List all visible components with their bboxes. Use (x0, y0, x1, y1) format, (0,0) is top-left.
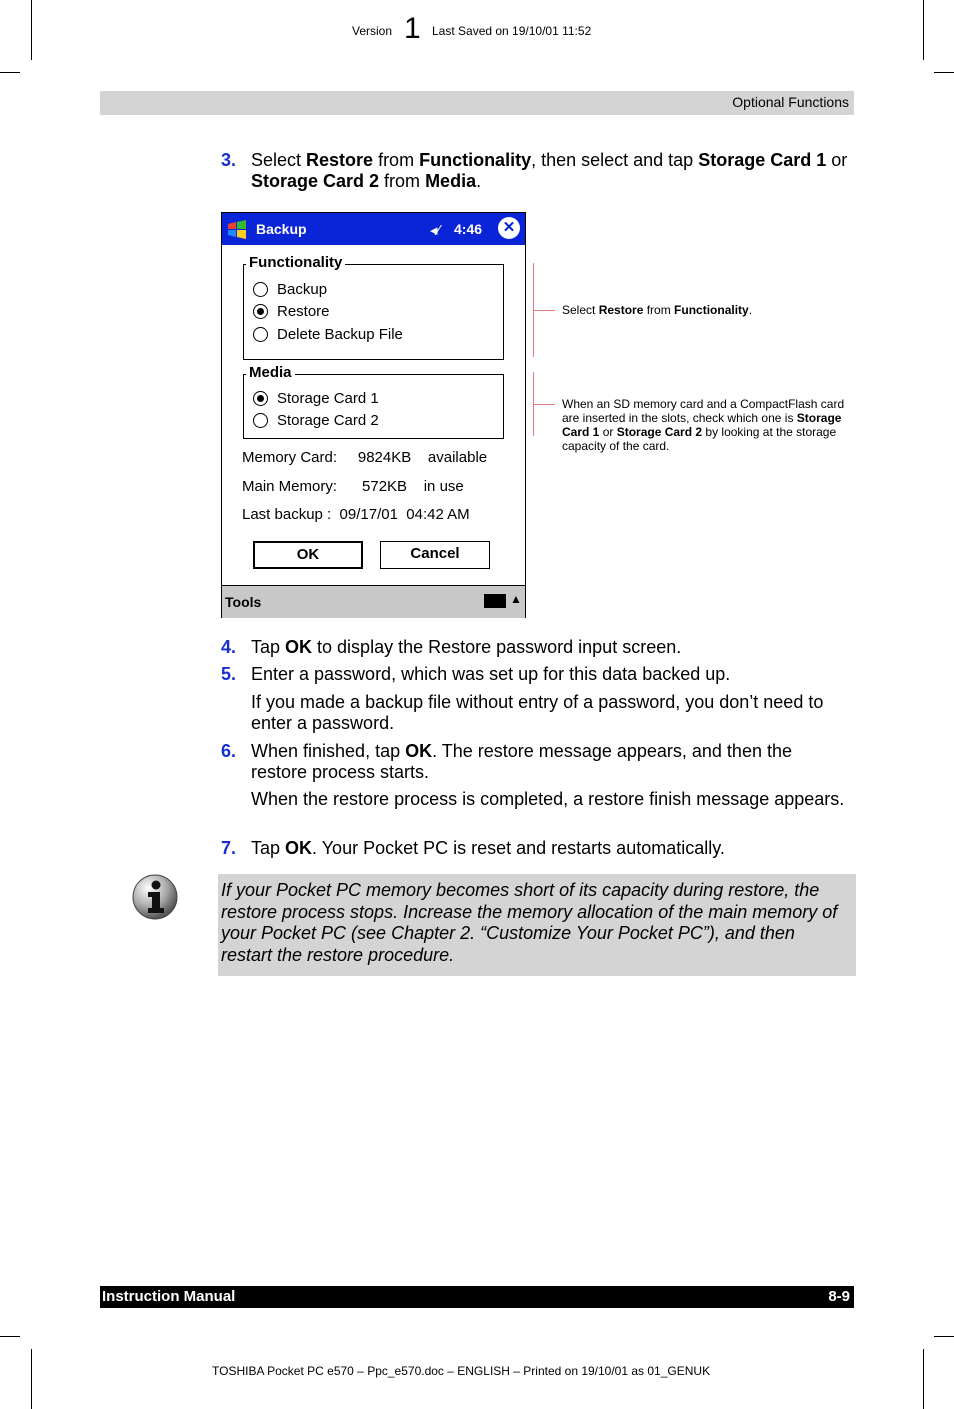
keyboard-icon[interactable] (484, 594, 506, 608)
callout-media: When an SD memory card and a CompactFlash card are inserted in the slots, check which one is Storage Card 1 or Storage Card 2 by looking at the storage capacity of the card. (562, 397, 845, 453)
radio-button[interactable] (253, 304, 268, 319)
step-number: 3. (221, 150, 237, 170)
crop-mark (0, 72, 20, 73)
note-text: If your Pocket PC memory becomes short of its capacity during restore, the restore process stops. Increase the memory allocation of the main memory of your Pocket PC (see Chapter 2. “Customize Your Pocket PC”), and then restart the restore procedure. (221, 880, 838, 965)
media-label: Media (246, 364, 295, 381)
crop-mark (934, 1336, 954, 1337)
memory-card-info: Memory Card: 9824KB available (242, 449, 488, 466)
command-bar (222, 585, 525, 618)
step-5-note: If you made a backup file without entry of a password, you don’t need to enter a password. (251, 692, 824, 733)
section-header-bar (100, 91, 854, 115)
note-box (218, 874, 856, 976)
footer-bar (100, 1286, 854, 1308)
callout-line (533, 404, 555, 405)
window-title: Backup (256, 221, 307, 237)
tools-menu[interactable]: Tools (225, 594, 262, 610)
info-icon (131, 873, 179, 921)
step-3 (221, 150, 848, 194)
crop-mark (923, 1349, 924, 1409)
version-label: Version (352, 24, 393, 38)
speaker-icon[interactable]: ◂⁄ (430, 222, 441, 239)
step-6: 6. When finished, tap OK. The restore message appears, and then the restore process starts. (221, 741, 792, 782)
clock[interactable]: 4:46 (454, 221, 483, 237)
radio-button[interactable] (253, 391, 268, 406)
radio-button[interactable] (253, 327, 268, 342)
manual-title: Instruction Manual (102, 1288, 236, 1305)
title-bar (222, 213, 525, 245)
print-info: TOSHIBA Pocket PC e570 – Ppc_e570.doc – ENGLISH – Printed on 19/10/01 as 01_GENUK (212, 1364, 711, 1378)
version-number: 1 (404, 12, 421, 45)
backup-screenshot: Backup ◂⁄ 4:46 ✕ Functionality Backup Restore Delete Backup File Media Storage Card 1 Storage Card 2 Memory Card: 9824KB available Main Memory: 572KB in use Last backup : 09/17/01 04:42 AM OK Cancel Tools ▲ (221, 212, 526, 618)
radio-button[interactable] (253, 413, 268, 428)
last-backup-info: Last backup : 09/17/01 04:42 AM (242, 506, 470, 523)
crop-mark (923, 0, 924, 60)
cancel-button[interactable]: Cancel (380, 541, 490, 569)
crop-mark (934, 72, 954, 73)
crop-mark (31, 1349, 32, 1409)
input-arrow-icon[interactable]: ▲ (510, 592, 522, 606)
main-memory-info: Main Memory: 572KB in use (242, 478, 464, 495)
page-number: 8-9 (828, 1288, 850, 1305)
close-icon[interactable]: ✕ (498, 217, 520, 239)
radio-button[interactable] (253, 282, 268, 297)
callout-functionality: Select Restore from Functionality. (562, 303, 753, 317)
crop-mark (31, 0, 32, 60)
callout-line (533, 310, 555, 311)
ok-button[interactable]: OK (253, 541, 363, 569)
functionality-label: Functionality (246, 254, 345, 271)
section-title: Optional Functions (732, 94, 849, 110)
step-6-note: When the restore process is completed, a restore finish message appears. (251, 789, 845, 809)
crop-mark (0, 1336, 20, 1337)
last-saved: Last Saved on 19/10/01 11:52 (432, 24, 592, 38)
step-text: Select Restore from Functionality, then select and tap Storage Card 1 or Storage Card 2 from Media. (251, 150, 848, 191)
windows-flag-icon[interactable] (226, 219, 248, 241)
